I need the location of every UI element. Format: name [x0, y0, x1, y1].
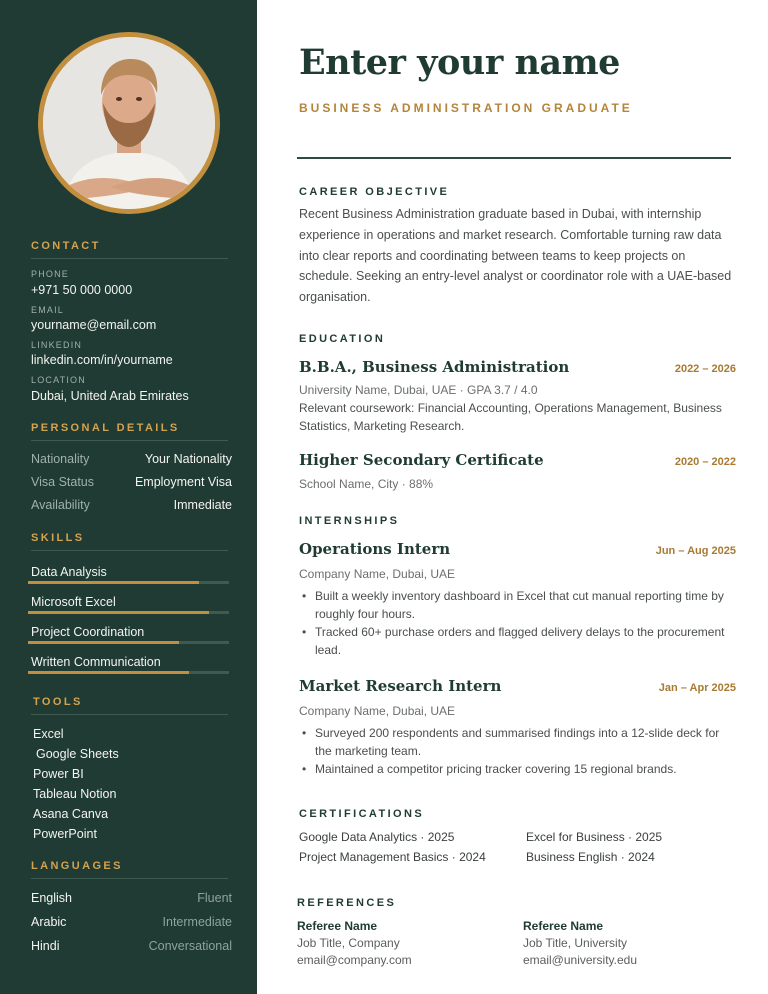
internship-company: Company Name, Dubai, UAE: [299, 567, 456, 581]
references-heading: REFERENCES: [297, 897, 397, 909]
language-level: Conversational: [148, 939, 232, 953]
internship-bullets: [299, 724, 739, 778]
education-date: 2022 – 2026: [674, 363, 736, 375]
language-row: [31, 939, 232, 955]
email-label: EMAIL: [31, 305, 65, 315]
skill-bar-track: [28, 611, 229, 614]
education-heading: EDUCATION: [299, 333, 386, 345]
language-row: [31, 915, 232, 931]
internship-date: Jan – Apr 2025: [658, 682, 736, 694]
skills-heading: SKILLS: [31, 532, 85, 544]
referee-name: Referee Name: [297, 919, 378, 933]
personal-detail-label: Nationality: [31, 452, 90, 466]
divider: [31, 714, 228, 715]
personal-details-heading: PERSONAL DETAILS: [31, 422, 180, 434]
header-divider: [297, 157, 731, 159]
internship-bullet: • Tracked 60+ purchase orders and flagged delivery delays to the procurement lead.: [299, 623, 739, 659]
education-title: B.B.A., Business Administration: [299, 358, 570, 376]
skill-bar-track: [28, 671, 229, 674]
email-link[interactable]: yourname@email.com: [31, 318, 157, 332]
referee-email[interactable]: email@company.com: [297, 953, 412, 967]
certifications-heading: CERTIFICATIONS: [299, 808, 425, 820]
internship-bullet: • Built a weekly inventory dashboard in Excel that cut manual reporting time by roughly four hours.: [299, 587, 739, 623]
education-institution: University Name, Dubai, UAE · GPA 3.7 / 4.0: [299, 383, 538, 397]
tools-heading: TOOLS: [33, 696, 83, 708]
education-institution: School Name, City · 88%: [299, 477, 434, 491]
skill-name: Written Communication: [31, 655, 161, 669]
certification-item: Project Management Basics · 2024: [299, 850, 486, 864]
location-label: LOCATION: [31, 375, 86, 385]
divider: [31, 440, 228, 441]
linkedin-link[interactable]: linkedin.com/in/yourname: [31, 353, 173, 367]
certification-item: Business English · 2024: [526, 850, 655, 864]
divider: [31, 878, 228, 879]
personal-detail-row: [31, 452, 232, 468]
location-value: Dubai, United Arab Emirates: [31, 389, 189, 403]
internship-title: Market Research Intern: [299, 677, 502, 695]
personal-detail-value: Employment Visa: [134, 475, 232, 489]
skill-name: Microsoft Excel: [31, 595, 116, 609]
career-objective-heading: CAREER OBJECTIVE: [299, 186, 450, 198]
candidate-role: BUSINESS ADMINISTRATION GRADUATE: [299, 101, 633, 115]
internship-bullets: [299, 587, 739, 659]
candidate-name: Enter your name: [299, 42, 620, 83]
languages-heading: LANGUAGES: [31, 860, 123, 872]
language-name: Hindi: [31, 939, 60, 953]
personal-detail-row: [31, 498, 232, 514]
referee-title: Job Title, Company: [297, 936, 400, 950]
internship-date: Jun – Aug 2025: [655, 545, 736, 557]
language-level: Intermediate: [162, 915, 232, 929]
skill-bar-track: [28, 641, 229, 644]
phone-value: +971 50 000 0000: [31, 283, 133, 297]
internship-bullet: • Maintained a competitor pricing tracker covering 15 regional brands.: [299, 760, 739, 778]
linkedin-label: LINKEDIN: [31, 340, 83, 350]
personal-detail-label: Availability: [31, 498, 90, 512]
skill-bar-fill: [28, 581, 199, 584]
contact-heading: CONTACT: [31, 240, 101, 252]
tool-item: Power BI: [33, 767, 84, 781]
certification-item: Google Data Analytics · 2025: [299, 830, 455, 844]
certification-item: Excel for Business · 2025: [526, 830, 663, 844]
career-objective-text: Recent Business Administration graduate based in Dubai, with internship experience in operations and market research. Comfortable turning raw data into clear reports and coordinating between teams to keep projects on schedule. Seeking an entry-level analyst or coordinator role with a UAE-based organisation.: [299, 207, 732, 305]
referee-title: Job Title, University: [523, 936, 628, 950]
skill-name: Data Analysis: [31, 565, 107, 579]
profile-photo-frame: [38, 32, 220, 214]
tool-item: Tableau Notion: [33, 787, 117, 801]
divider: [31, 258, 228, 259]
skill-bar-fill: [28, 671, 189, 674]
skill-name: Project Coordination: [31, 625, 145, 639]
language-row: [31, 891, 232, 907]
skill-item: [31, 595, 229, 625]
language-name: English: [31, 891, 72, 905]
phone-label: PHONE: [31, 269, 70, 279]
internship-title: Operations Intern: [299, 540, 451, 558]
tool-item: Asana Canva: [33, 807, 109, 821]
internship-bullet: • Surveyed 200 respondents and summarised findings into a 12-slide deck for the marketing team.: [299, 724, 739, 760]
skill-item: [31, 565, 229, 595]
tool-item: Google Sheets: [36, 747, 119, 761]
personal-detail-row: [31, 475, 232, 491]
internships-heading: INTERNSHIPS: [299, 515, 400, 527]
education-coursework: Relevant coursework: Financial Accounting, Operations Management, Business Statistics, Marketing Research.: [299, 401, 722, 433]
skill-bar-fill: [28, 641, 179, 644]
language-name: Arabic: [31, 915, 67, 929]
personal-detail-value: Your Nationality: [144, 452, 232, 466]
divider: [31, 550, 228, 551]
language-level: Fluent: [197, 891, 232, 905]
personal-detail-label: Visa Status: [31, 475, 95, 489]
skill-item: [31, 655, 229, 685]
tool-item: PowerPoint: [33, 827, 97, 841]
sidebar: [0, 0, 257, 994]
person-portrait-icon: [43, 37, 215, 209]
referee-name: Referee Name: [523, 919, 604, 933]
internship-company: Company Name, Dubai, UAE: [299, 704, 456, 718]
education-title: Higher Secondary Certificate: [299, 451, 544, 469]
personal-detail-value: Immediate: [173, 498, 232, 512]
education-date: 2020 – 2022: [674, 456, 736, 468]
skill-bar-fill: [28, 611, 209, 614]
referee-email[interactable]: email@university.edu: [523, 953, 638, 967]
profile-photo: [43, 37, 215, 209]
tool-item: Excel: [33, 727, 64, 741]
skill-bar-track: [28, 581, 229, 584]
skill-item: [31, 625, 229, 655]
